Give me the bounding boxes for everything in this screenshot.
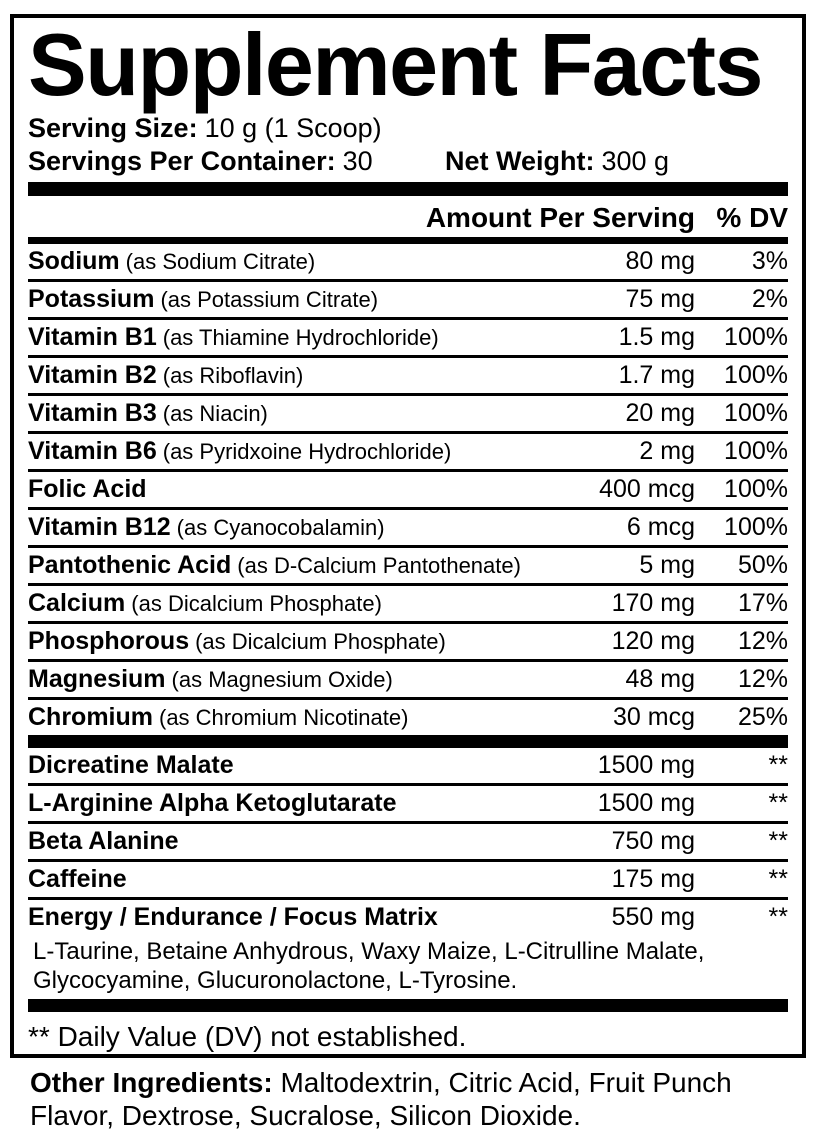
other-ingredients-value: Maltodextrin, Citric Acid, Fruit Punch Flavor, Dextrose, Sucralose, Silicon Dioxide.	[30, 1067, 732, 1131]
percent-dv-header: % DV	[716, 202, 788, 233]
nutrient-daily-value: 3%	[751, 247, 788, 275]
ingredient-name-cell	[28, 903, 565, 932]
ingredient-row	[28, 862, 788, 900]
ingredient-name: L-Arginine Alpha Ketoglutarate	[28, 789, 397, 817]
matrix-components-text: L-Taurine, Betaine Anhydrous, Waxy Maize, L-Citrulline Malate, Glycocyamine, Glucuronolactone, L-Tyrosine.	[33, 938, 705, 994]
ingredient-name: Dicreatine Malate	[28, 751, 234, 779]
supplement-facts-panel	[10, 14, 806, 1058]
nutrient-amount: 20 mg	[625, 399, 695, 427]
nutrient-row	[28, 434, 788, 472]
nutrient-amount: 1.7 mg	[618, 361, 695, 389]
ingredient-amount: 175 mg	[611, 865, 695, 893]
nutrient-row	[28, 320, 788, 358]
nutrient-name: Vitamin B1	[28, 323, 157, 351]
nutrient-row	[28, 282, 788, 320]
nutrient-daily-value: 50%	[737, 551, 788, 579]
nutrient-name-cell	[28, 551, 565, 580]
nutrient-amount: 75 mg	[625, 285, 695, 313]
nutrient-name: Calcium	[28, 589, 126, 617]
nutrient-row	[28, 244, 788, 282]
serving-size-line	[28, 112, 788, 145]
nutrient-name: Phosphorous	[28, 627, 190, 655]
nutrient-amount: 6 mcg	[626, 513, 695, 541]
ingredient-name-cell	[28, 827, 565, 856]
nutrient-row	[28, 662, 788, 700]
nutrient-name-cell	[28, 361, 565, 390]
nutrient-name-cell	[28, 247, 565, 276]
nutrient-name: Folic Acid	[28, 475, 147, 503]
nutrient-row	[28, 700, 788, 735]
header-divider-bar	[28, 237, 788, 244]
net-weight	[445, 145, 669, 178]
nutrient-daily-value: 12%	[737, 627, 788, 655]
ingredient-name: Caffeine	[28, 865, 127, 893]
nutrient-amount: 1.5 mg	[618, 323, 695, 351]
nutrient-name-cell	[28, 513, 565, 542]
nutrient-daily-value: 25%	[737, 703, 788, 731]
nutrient-name: Magnesium	[28, 665, 166, 693]
ingredient-amount: 1500 mg	[597, 751, 695, 779]
servings-net-weight-line	[28, 145, 788, 178]
column-header-row	[28, 196, 788, 237]
nutrient-source-detail: (as Potassium Citrate)	[160, 287, 379, 312]
net-weight-label: Net Weight:	[445, 146, 595, 176]
nutrient-row	[28, 358, 788, 396]
nutrient-daily-value: 12%	[737, 665, 788, 693]
nutrient-amount: 400 mcg	[599, 475, 695, 503]
ingredient-row	[28, 786, 788, 824]
nutrient-amount: 120 mg	[611, 627, 695, 655]
ingredient-name-cell	[28, 865, 565, 894]
nutrient-name: Sodium	[28, 247, 120, 275]
ingredient-row	[28, 900, 788, 935]
nutrient-name-cell	[28, 665, 565, 694]
ingredient-amount: 1500 mg	[597, 789, 695, 817]
section-bar-middle	[28, 735, 788, 748]
nutrient-daily-value: 100%	[724, 361, 788, 389]
nutrient-name: Vitamin B12	[28, 513, 171, 541]
nutrient-source-detail: (as Thiamine Hydrochloride)	[162, 325, 439, 350]
servings-per-container-label: Servings Per Container:	[28, 146, 336, 176]
nutrient-row	[28, 510, 788, 548]
ingredient-amount: 550 mg	[611, 903, 695, 931]
servings-per-container	[28, 145, 445, 178]
nutrient-name-cell	[28, 703, 565, 732]
nutrient-name-cell	[28, 399, 565, 428]
ingredient-row	[28, 824, 788, 862]
panel-title: Supplement Facts	[28, 15, 762, 114]
nutrient-source-detail: (as Magnesium Oxide)	[171, 667, 393, 692]
ingredient-name: Energy / Endurance / Focus Matrix	[28, 903, 438, 931]
nutrient-daily-value: 100%	[724, 323, 788, 351]
nutrient-name-cell	[28, 437, 565, 466]
nutrient-daily-value: 100%	[724, 437, 788, 465]
ingredient-name: Beta Alanine	[28, 827, 179, 855]
ingredient-daily-value: **	[768, 751, 788, 779]
ingredient-amount: 750 mg	[611, 827, 695, 855]
nutrient-source-detail: (as Cyanocobalamin)	[176, 515, 385, 540]
ingredient-daily-value: **	[768, 903, 788, 931]
nutrient-name-cell	[28, 627, 565, 656]
ingredient-name-cell	[28, 751, 565, 780]
nutrient-row	[28, 396, 788, 434]
daily-value-footnote: ** Daily Value (DV) not established.	[28, 1021, 467, 1052]
nutrient-source-detail: (as D-Calcium Pantothenate)	[237, 553, 521, 578]
nutrient-daily-value: 17%	[737, 589, 788, 617]
nutrient-source-detail: (as Riboflavin)	[162, 363, 304, 388]
nutrient-amount: 48 mg	[625, 665, 695, 693]
section-bar-top	[28, 182, 788, 196]
other-ingredients-label: Other Ingredients:	[30, 1067, 273, 1098]
nutrient-name-cell	[28, 475, 565, 504]
nutrient-source-detail: (as Chromium Nicotinate)	[159, 705, 409, 730]
nutrient-source-detail: (as Dicalcium Phosphate)	[195, 629, 446, 654]
nutrient-daily-value: 100%	[724, 513, 788, 541]
nutrient-name-cell	[28, 323, 565, 352]
ingredient-row	[28, 748, 788, 786]
nutrient-amount: 2 mg	[639, 437, 695, 465]
nutrient-amount: 170 mg	[611, 589, 695, 617]
ingredient-rows-section	[28, 748, 788, 935]
servings-per-container-value: 30	[342, 146, 373, 176]
nutrient-name: Vitamin B2	[28, 361, 157, 389]
nutrient-source-detail: (as Niacin)	[162, 401, 268, 426]
ingredient-daily-value: **	[768, 789, 788, 817]
nutrient-amount: 80 mg	[625, 247, 695, 275]
nutrient-row	[28, 472, 788, 510]
nutrient-row	[28, 624, 788, 662]
nutrient-daily-value: 100%	[724, 399, 788, 427]
nutrient-row	[28, 586, 788, 624]
nutrient-name: Pantothenic Acid	[28, 551, 232, 579]
ingredient-name-cell	[28, 789, 565, 818]
net-weight-value: 300 g	[601, 146, 670, 176]
nutrient-name: Vitamin B3	[28, 399, 157, 427]
serving-size-label: Serving Size:	[28, 113, 198, 143]
ingredient-daily-value: **	[768, 827, 788, 855]
other-ingredients-block	[30, 1066, 790, 1132]
nutrient-name: Potassium	[28, 285, 155, 313]
nutrient-rows-section	[28, 244, 788, 735]
nutrient-amount: 30 mcg	[613, 703, 695, 731]
nutrient-name: Vitamin B6	[28, 437, 157, 465]
nutrient-source-detail: (as Sodium Citrate)	[125, 249, 316, 274]
nutrient-name-cell	[28, 589, 565, 618]
nutrient-daily-value: 100%	[724, 475, 788, 503]
nutrient-daily-value: 2%	[751, 285, 788, 313]
section-bar-bottom	[28, 999, 788, 1012]
nutrient-source-detail: (as Pyridxoine Hydrochloride)	[162, 439, 452, 464]
nutrient-amount: 5 mg	[639, 551, 695, 579]
nutrient-source-detail: (as Dicalcium Phosphate)	[131, 591, 382, 616]
ingredient-daily-value: **	[768, 865, 788, 893]
amount-per-serving-header: Amount Per Serving	[425, 202, 695, 233]
serving-size-value: 10 g (1 Scoop)	[204, 113, 382, 143]
nutrient-name-cell	[28, 285, 565, 314]
nutrient-row	[28, 548, 788, 586]
nutrient-name: Chromium	[28, 703, 153, 731]
